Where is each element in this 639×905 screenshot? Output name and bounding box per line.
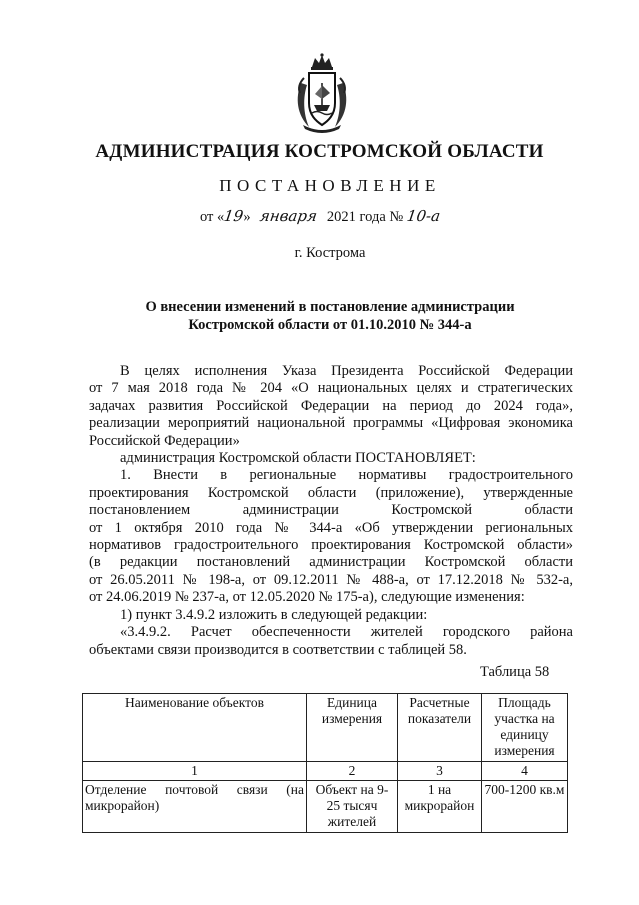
- body-line: постановлением администрации Костромской области: [89, 502, 573, 519]
- subject-line: Костромской области от 01.10.2010 № 344-а: [188, 317, 472, 333]
- city: г. Кострома: [294, 245, 366, 261]
- document-subject: [80, 298, 580, 334]
- table-cell: 1 на микрорайон: [398, 781, 482, 833]
- table-cell: 2: [307, 762, 398, 781]
- body-line: проектирования Костромской области (приложение), утвержденные: [89, 484, 573, 501]
- body-line: Российской Федерации»: [89, 432, 240, 449]
- body-line: от 24.06.2019 № 237-а, от 12.05.2020 № 175-а), следующие изменения:: [89, 589, 525, 606]
- subject-line: О внесении изменений в постановление администрации: [145, 299, 515, 315]
- date-day: 19: [223, 207, 245, 225]
- table-cell: 3: [398, 762, 482, 781]
- table-cell: Отделение почтовой связи (на микрорайон): [83, 781, 307, 833]
- date-prefix: от «: [200, 209, 225, 225]
- table-number-row: [83, 762, 568, 781]
- table-header-cell: Площадь участка на единицу измерения: [482, 694, 568, 762]
- body-line: задачах развития Российской Федерации на период до 2024 года»,: [89, 397, 573, 414]
- body-line: 1. Внести в региональные нормативы градостроительного: [120, 467, 573, 484]
- body-line: нормативов градостроительного проектирования Костромской области»: [89, 537, 573, 554]
- table-caption: Таблица 58: [480, 664, 550, 680]
- body-line: (в редакции постановлений администрации Костромской области: [89, 554, 573, 571]
- body-line: от 26.05.2011 № 198-а, от 09.12.2011 № 488-а, от 17.12.2018 № 532-а,: [89, 571, 573, 588]
- body-line: 1) пункт 3.4.9.2 изложить в следующей редакции:: [120, 606, 428, 623]
- table-header-cell: Расчетные показатели: [398, 694, 482, 762]
- body-line: объектами связи производится в соответствии с таблицей 58.: [89, 641, 467, 658]
- body-line: «3.4.9.2. Расчет обеспеченности жителей городского района: [120, 624, 573, 641]
- date-line: [200, 207, 440, 226]
- document-number: 10-а: [405, 207, 442, 225]
- norms-table: [82, 693, 568, 833]
- table-header-cell: Наименование объектов: [83, 694, 307, 762]
- table-row: [83, 781, 568, 833]
- body-line: реализации мероприятий национальной программы «Цифровая экономика: [89, 415, 573, 432]
- date-month: января: [258, 207, 319, 225]
- table-cell: 700-1200 кв.м: [482, 781, 568, 833]
- date-year: 2021 года №: [326, 209, 404, 225]
- body-line: от 7 мая 2018 года № 204 «О национальных целях и стратегических: [89, 380, 573, 397]
- table-cell: 4: [482, 762, 568, 781]
- table-cell: 1: [83, 762, 307, 781]
- table-header-row: [83, 694, 568, 762]
- body-line: В целях исполнения Указа Президента Российской Федерации: [120, 363, 573, 379]
- document-body: [89, 363, 573, 659]
- table-header-cell: Единица измерения: [307, 694, 398, 762]
- body-line: администрация Костромской области ПОСТАНОВЛЯЕТ:: [120, 450, 476, 467]
- document-type: ПОСТАНОВЛЕНИЕ: [219, 176, 441, 195]
- coat-of-arms-emblem: [293, 53, 351, 133]
- body-line: от 1 октября 2010 года № 344-а «Об утверждении региональных: [89, 519, 573, 536]
- date-mid: »: [243, 209, 251, 225]
- organization-title: АДМИНИСТРАЦИЯ КОСТРОМСКОЙ ОБЛАСТИ: [95, 141, 544, 162]
- table-cell: Объект на 9-25 тысяч жителей: [307, 781, 398, 833]
